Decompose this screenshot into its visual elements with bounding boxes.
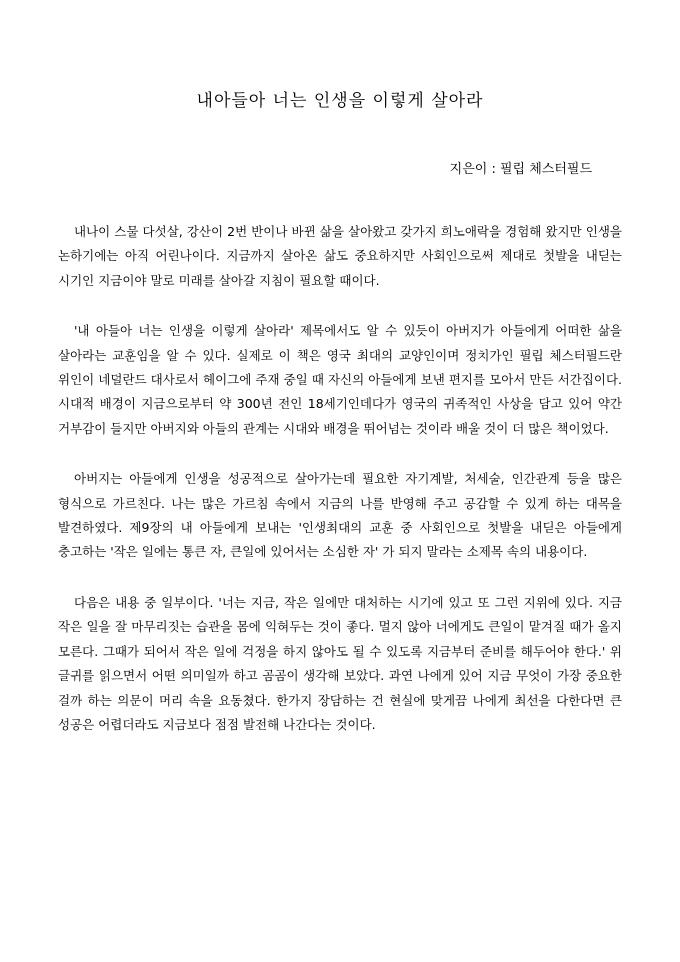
paragraph-4: 다음은 내용 중 일부이다. '너는 지금, 작은 일에만 대처하는 시기에 있고 또 그런 지위에 있다. 지금 작은 일을 잘 마무리짓는 습관을 몸에 익혀두는 것이 좋다. 멀지 않아 너에게도 큰일이 맡겨질 때가 올지 모른다. 그때가 되어서 작은 일에 걱정을 하지 않아도 될 수 있도록 지금부터 준비를 해두어야 한다.' 위 글귀를 읽으면서 어떤 의미일까 하고 곰곰이 생각해 보았다. 과연 나에게 있어 지금 무엇이 가장 중요한 걸까 하는 의문이 머리 속을 요동쳤다. 한가지 장담하는 건 현실에 맞게끔 나에게 최선을 다한다면 큰 성공은 어렵더라도 지금보다 점점 발전해 나간다는 것이다. bbox=[58, 594, 622, 732]
document-body bbox=[58, 220, 622, 763]
paragraph-1: 내나이 스물 다섯살, 강산이 2번 반이나 바뀐 삶을 살아왔고 갖가지 희노애락을 경험해 왔지만 인생을 논하기에는 아직 어린나이다. 지금까지 살아온 삶도 중요하지만 사회인으로써 제대로 첫발을 내딛는 시기인 지금이야 말로 미래를 살아갈 지침이 필요할 때이다. bbox=[58, 224, 622, 288]
paragraph-3: 아버지는 아들에게 인생을 성공적으로 살아가는데 필요한 자기계발, 처세술, 인간관계 등을 많은 형식으로 가르친다. 나는 많은 가르침 속에서 지금의 나를 반영해 주고 공감할 수 있게 하는 대목을 발견하였다. 제9장의 내 아들에게 보내는 '인생최대의 교훈 중 사회인으로 첫발을 내딛은 아들에게 충고하는 '작은 일에는 통큰 자, 큰일에 있어서는 소심한 자' 가 되지 말라는 소제목 속의 내용이다. bbox=[58, 471, 622, 560]
author-line: 지은이 : 필립 체스터필드 bbox=[449, 162, 592, 177]
paragraph-2: '내 아들아 너는 인생을 이렇게 살아라' 제목에서도 알 수 있듯이 아버지가 아들에게 어떠한 삶을 살아라는 교훈임을 알 수 있다. 실제로 이 책은 영국 최대의 교양인이며 정치가인 필립 체스터필드란 위인이 네덜란드 대사로서 헤이그에 주재 중일 때 자신의 아들에게 보낸 편지를 모아서 만든 서간집이다. 시대적 배경이 지금으로부터 약 300년 전인 18세기인데다가 영국의 귀족적인 사상을 담고 있어 약간 거부감이 들지만 아버지와 아들의 관계는 시대와 배경을 뛰어넘는 것이라 배울 것이 더 많은 책이었다. bbox=[58, 323, 622, 436]
document-title: 내아들아 너는 인생을 이렇게 살아라 bbox=[196, 91, 484, 111]
